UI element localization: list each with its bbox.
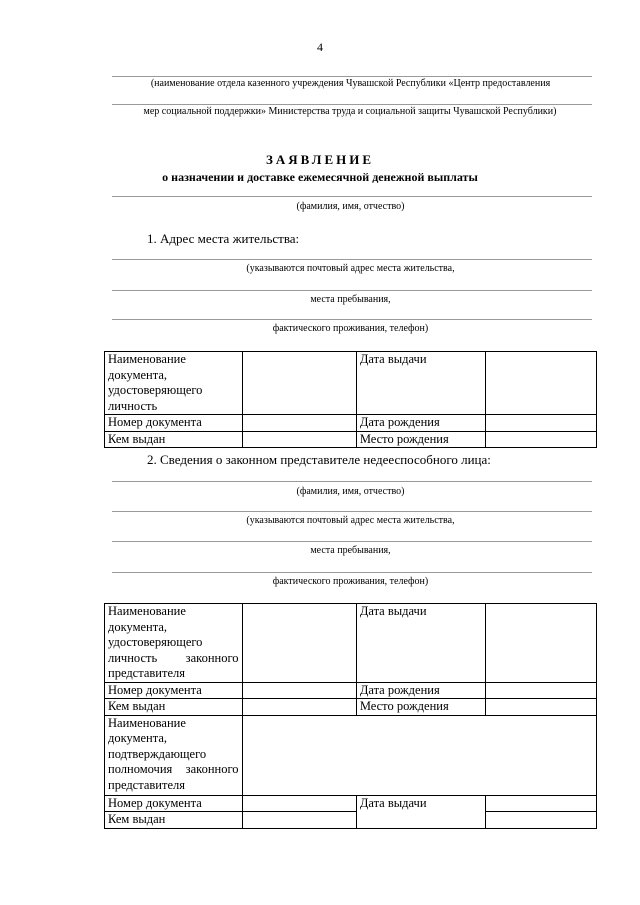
issued-by-label: Кем выдан — [105, 431, 243, 448]
authority-doc-number-label: Номер документа — [105, 795, 243, 812]
issued-by-value[interactable] — [242, 431, 356, 448]
issue-date-value[interactable] — [485, 352, 596, 415]
rep-fio-line[interactable] — [112, 481, 592, 482]
authority-issued-by-label: Кем выдан — [105, 812, 243, 829]
rep-address-line-2[interactable] — [112, 541, 592, 542]
authority-doc-value[interactable] — [242, 715, 596, 795]
authority-issue-date-label: Дата выдачи — [356, 795, 485, 828]
rep-doc-name-value[interactable] — [242, 604, 356, 683]
fio-line[interactable] — [112, 196, 592, 197]
authority-issue-date-value[interactable] — [485, 795, 596, 812]
authority-doc-label: Наименование документа, подтверждающего полномочия законного представителя — [105, 715, 243, 795]
page-number: 4 — [317, 40, 323, 54]
identity-doc-table — [104, 351, 597, 448]
address-caption-2: места пребывания, — [310, 294, 391, 305]
address-caption-3: фактического проживания, телефон) — [272, 323, 429, 334]
birth-date-label: Дата рождения — [356, 415, 485, 432]
address-line-2[interactable] — [112, 290, 592, 291]
rep-doc-number-label: Номер документа — [105, 682, 243, 699]
authority-issued-extra-value[interactable] — [485, 812, 596, 829]
birth-date-value[interactable] — [485, 415, 596, 432]
address-caption-1: (указываются почтовый адрес места жительства, — [246, 263, 455, 274]
doc-name-value[interactable] — [242, 352, 356, 415]
document-subtitle: о назначении и доставке ежемесячной денежной выплаты — [162, 170, 478, 184]
rep-issued-by-value[interactable] — [242, 699, 356, 716]
rep-address-line-3[interactable] — [112, 572, 592, 573]
document-title: ЗАЯВЛЕНИЕ — [265, 152, 375, 167]
address-line-3[interactable] — [112, 319, 592, 320]
doc-number-value[interactable] — [242, 415, 356, 432]
rep-doc-name-label: Наименование документа, удостоверяющего личность законного представителя — [105, 604, 243, 683]
doc-number-label: Номер документа — [105, 415, 243, 432]
rep-doc-number-value[interactable] — [242, 682, 356, 699]
issue-date-label: Дата выдачи — [356, 352, 485, 415]
representative-doc-table — [104, 603, 597, 829]
rep-birth-place-label: Место рождения — [356, 699, 485, 716]
authority-issued-by-value[interactable] — [242, 812, 356, 829]
rep-issue-date-value[interactable] — [485, 604, 596, 683]
rep-birth-date-label: Дата рождения — [356, 682, 485, 699]
authority-doc-number-value[interactable] — [242, 795, 356, 812]
section1-heading: 1. Адрес места жительства: — [147, 231, 300, 246]
header-caption-2: мер социальной поддержки» Министерства труда и социальной защиты Чувашской Республики) — [143, 106, 557, 117]
header-caption-1: (наименование отдела казенного учреждения Чувашской Республики «Центр предоставления — [150, 78, 551, 89]
rep-address-caption-3: фактического проживания, телефон) — [272, 576, 429, 587]
fio-caption: (фамилия, имя, отчество) — [296, 201, 405, 212]
header-line-1 — [112, 76, 592, 77]
birth-place-value[interactable] — [485, 431, 596, 448]
rep-birth-place-value[interactable] — [485, 699, 596, 716]
doc-name-label: Наименование документа, удостоверяющего личность — [105, 352, 243, 415]
rep-address-caption-1: (указываются почтовый адрес места жительства, — [246, 515, 455, 526]
address-line-1[interactable] — [112, 259, 592, 260]
rep-issued-by-label: Кем выдан — [105, 699, 243, 716]
section2-heading: 2. Сведения о законном представителе недееспособного лица: — [147, 452, 491, 467]
birth-place-label: Место рождения — [356, 431, 485, 448]
header-line-2 — [112, 104, 592, 105]
rep-issue-date-label: Дата выдачи — [356, 604, 485, 683]
rep-address-caption-2: места пребывания, — [310, 545, 391, 556]
rep-birth-date-value[interactable] — [485, 682, 596, 699]
rep-address-line-1[interactable] — [112, 511, 592, 512]
rep-fio-caption: (фамилия, имя, отчество) — [296, 486, 405, 497]
